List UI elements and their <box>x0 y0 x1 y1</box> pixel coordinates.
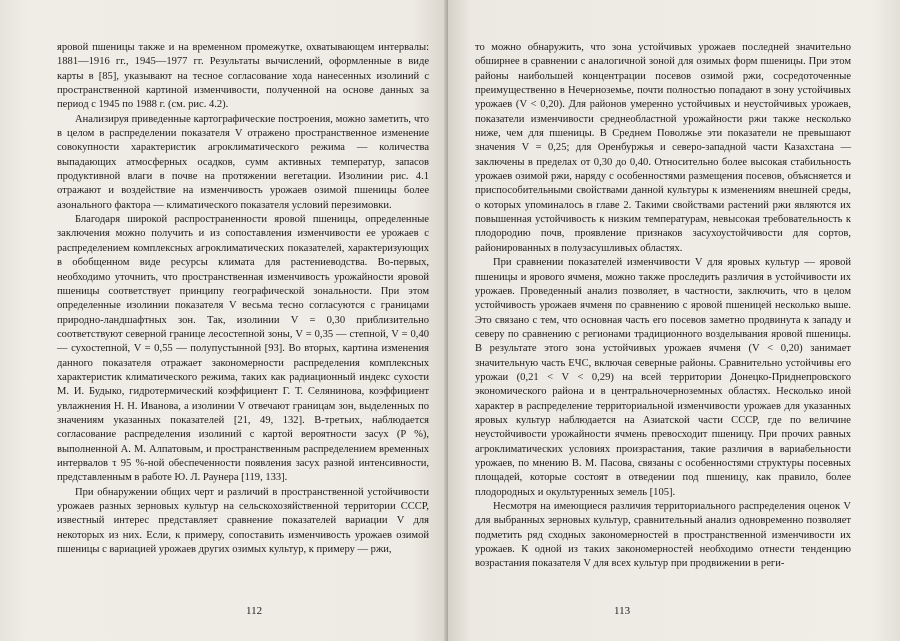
paragraph: При сравнении показателей изменчивости V для яровых культур — яровой пшеницы и ярового ячменя, можно также проследить различия в устойчивости их урожаев. Проведенный анализ позволяет, в частности, заключить, что в целом устойчивость урожаев ячменя по сравнению с яровой пшеницей несколько выше. Это связано с тем, что основная часть его посевов заметно продвинута к западу и северу по сравнению с регионами традиционного возделывания яровой пшеницы. В результате этого зона устойчивых урожаев ячменя (V < 0,20) занимает значительную часть ЕЧС, включая северные районы. Сравнительно устойчивы его урожаи (0,21 < V < 0,29) на всей территории Донецко-Приднепровского экономического района и в центральночерноземных областях. Несколько иной характер в распределение территориальной изменчивости урожаев для указанных яровых культур наблюдается на Азиатской части СССР, где по величине неустойчивости урожайности ячмень превосходит пшеницу. При прочих равных агроклиматических условиях произрастания, такие различия в вариабельности урожаев, по мнению В. М. Пасова, связаны с особенностями структуры посевных площадей, которые состоят в отведении под пшеницу, как правило, более плодородных и окультуренных земель [105]. <box>475 257 851 498</box>
paragraph: При обнаружении общих черт и различий в пространственной устойчивости урожаев разных зерновых культур на сельскохозяйственной территории СССР, известный интерес представляет сравнение показателей вариации V для некоторых из них. Если, к примеру, сопоставить изменчивость урожаев озимой пшеницы с вариацией урожаев других озимых культур, к примеру — ржи, <box>57 486 429 556</box>
left-page-text <box>57 41 429 557</box>
left-page <box>0 0 448 641</box>
page-number: 113 <box>614 605 631 617</box>
paragraph: Благодаря широкой распространенности яровой пшеницы, определенные заключения можно получить и из сопоставления изменчивости ее урожаев с распределением комплексных агроклиматических показателей, характеризующих в обобщенном виде ресурсы климата для растениеводства. Во-первых, необходимо уточнить, что пространственная изменчивость урожайности яровой пшеницы соответствует принципу географической зональности. При этом определенные изолинии показателя V весьма тесно согласуются с границами природно-ландшафтных зон. Так, изолинии V = 0,30 приблизительно соответствуют северной границе лесостепной зоны, V = 0,35 — степной, V = 0,40 — сухостепной, V = 0,55 — полупустынной [93]. Во вторых, картина изменения данного показателя отражает закономерности распределения комплексных характеристик климатического режима, таких как радиационный индекс сухости М. И. Будыко, гидротермический коэффициент Г. Т. Селянинова, коэффициент увлажнения Н. Н. Иванова, а изолинии V отвечают границам зон, выделенных по значениям указанных показателей [21, 49, 132]. В-третьих, наблюдается согласование распределения изолиний с картой вероятности засух (P %), выполненной А. М. Алпатовым, и пространственным распределением временных интервалов τ 95 %-ной обеспеченности появления засух разной интенсивности, представленным в работе Ю. Л. Раунера [119, 133]. <box>57 214 429 484</box>
paragraph: Анализируя приведенные картографические построения, можно заметить, что в целом в распределении показателя V отражено пространственное изменение совокупности характеристик агроклиматического режима — количества выпадающих атмосферных осадков, сумм активных температур, запасов продуктивной влаги в почве на протяжении вегетации. Изолинии рис. 4.1 отражают и воздействие на изменчивость урожаев озимой пшеницы более азонального фактора — климатического показателя условий перезимовки. <box>57 113 429 211</box>
right-page-text <box>475 41 851 572</box>
paragraph: Несмотря на имеющиеся различия территориального распределения оценок V для выбранных зерновых культур, сравнительный анализ одновременно позволяет подметить ряд сходных закономерностей в пространственной изменчивости их урожаев. К одной из таких закономерностей необходимо отнести тенденцию возрастания показателя V для всех культур при продвижении в реги- <box>475 501 851 570</box>
page-number: 112 <box>246 605 263 617</box>
paragraph: яровой пшеницы также и на временном промежутке, охватывающем интервалы: 1881—1916 гг., 1945—1977 гг. Результаты вычислений, оформленные в виде карты в [85], указывают на тесное согласование хода нанесенных изолиний с пространственной картиной изменчивости, полученной на основе данных за период с 1945 по 1988 г. (см. рис. 4.2). <box>57 42 429 111</box>
paragraph: то можно обнаружить, что зона устойчивых урожаев последней значительно обширнее в сравнении с аналогичной зоной для озимых форм пшеницы. При этом районы наибольшей концентрации посевов озимой ржи, сосредоточенные преимущественно в Нечерноземье, почти полностью попадают в зону устойчивых урожаев (V < 0,20). Для районов умеренно устойчивых и неустойчивых урожаев, показатели изменчивости среднеобластной урожайности ржи также несколько ниже, чем для пшеницы. В Среднем Поволжье эти показатели не превышают значения V = 0,25; для Оренбуржья и северо-западной части Казахстана — заключены в пределах от 0,30 до 0,40. Относительно более высокая стабильность урожаев озимой ржи, наряду с особенностями размещения посевов, объясняется и приспособительными свойствами данной культуры к изменениям внешней среды, о которых упоминалось в главе 2. Такими свойствами растений ржи являются их повышенная устойчивость к низким температурам, невысокая требовательность к плодородию почв, проявление признаков засухоустойчивости для сортов, районированных в полузасушливых областях. <box>475 42 851 254</box>
right-page <box>448 0 900 641</box>
